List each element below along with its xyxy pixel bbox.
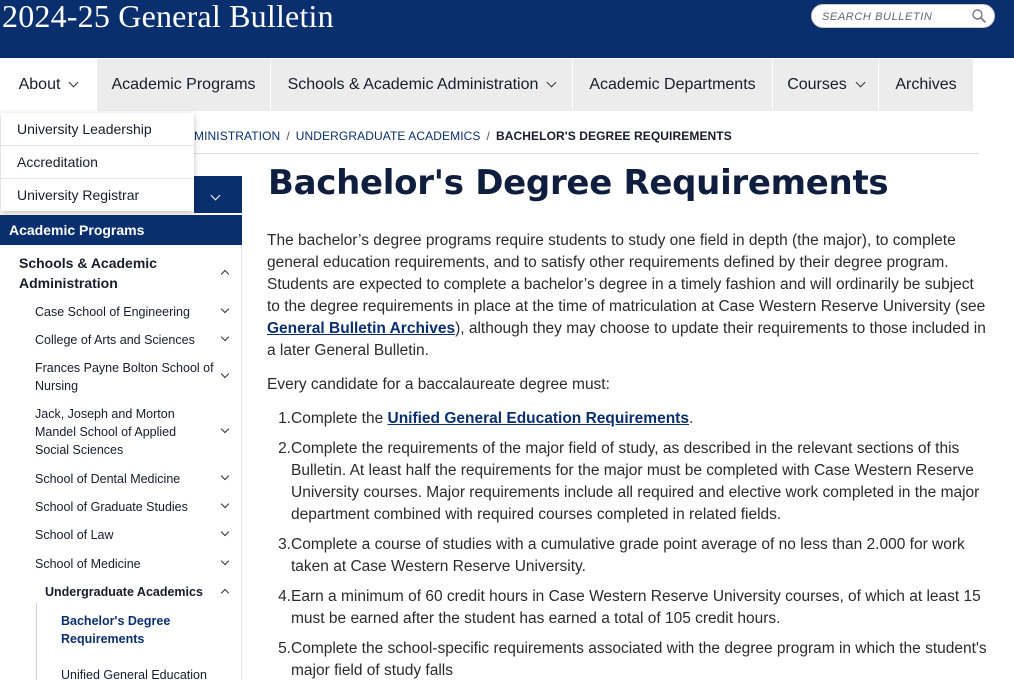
list-text: Complete the: [291, 410, 388, 427]
general-bulletin-archives-link[interactable]: General Bulletin Archives: [267, 320, 456, 337]
sidebar-item-schools[interactable]: [19, 253, 242, 293]
search-icon[interactable]: [971, 8, 987, 24]
chevron-down-icon: [547, 78, 557, 88]
chevron-down-icon[interactable]: [221, 500, 229, 508]
sidebar-item-label: School of Graduate Studies: [35, 500, 188, 514]
chevron-down-icon: [211, 191, 221, 201]
site-header: [0, 0, 1014, 58]
chevron-down-icon[interactable]: [221, 370, 229, 378]
sidebar-heading[interactable]: Academic Programs: [0, 215, 242, 245]
list-text: Complete the school-specific requirements associated with the degree program in which the student's major field of study falls: [291, 640, 987, 679]
nav-item-schools[interactable]: [271, 59, 572, 111]
lead-text: Every candidate for a baccalaureate degree must:: [267, 376, 610, 393]
sidebar-item-arts-sciences[interactable]: [35, 330, 242, 350]
sidebar-item-label: Bachelor's Degree Requirements: [61, 614, 171, 646]
menu-item-university-leadership[interactable]: University Leadership: [1, 113, 194, 146]
sidebar-item-label: School of Law: [35, 528, 114, 542]
list-text: [291, 408, 987, 430]
sidebar-item-unified-gen-ed[interactable]: [61, 665, 242, 680]
sidebar-item-label: Unified General Education: [61, 668, 207, 680]
chevron-up-icon[interactable]: [221, 270, 229, 278]
chevron-down-icon: [69, 78, 79, 88]
sidebar: [0, 215, 242, 680]
sidebar-item-label: Undergraduate Academics: [45, 585, 203, 599]
sidebar-item-label: School of Dental Medicine: [35, 472, 181, 486]
main-nav: [0, 58, 1014, 111]
nav-item-label: Courses: [787, 76, 847, 93]
list-text: .: [688, 410, 694, 427]
nav-item-about[interactable]: [0, 59, 96, 111]
sidebar-item-label: School of Medicine: [35, 557, 141, 571]
sidebar-item-graduate[interactable]: [35, 497, 242, 517]
nav-item-label: Schools & Academic Administration: [287, 76, 539, 93]
chevron-down-icon: [855, 78, 865, 88]
list-number: 1.: [278, 410, 291, 427]
nav-item-label: Academic Departments: [589, 76, 756, 93]
breadcrumb-link[interactable]: MINISTRATION: [194, 129, 281, 143]
chevron-down-icon[interactable]: [221, 557, 229, 565]
unified-gen-ed-link[interactable]: Unified General Education Requirements: [387, 410, 689, 427]
list-number: 4.: [278, 588, 291, 605]
sidebar-item-law[interactable]: [35, 525, 242, 545]
chevron-down-icon[interactable]: [221, 425, 229, 433]
list-number: 5.: [278, 640, 291, 657]
sidebar-item-label: Jack, Joseph and Morton Mandel School of Applied Social Sciences: [35, 407, 177, 457]
list-text: Complete a course of studies with a cumulative grade point average of no less than 2.000 for work taken at Case Western Reserve University.: [291, 536, 965, 575]
breadcrumb-link[interactable]: UNDERGRADUATE ACADEMICS: [295, 129, 481, 143]
intro-text: The bachelor’s degree programs require students to study one field in depth (the major), to complete general education requirements, and to satisfy other requirements defined by their degree program. Students are expected to complete a bachelor’s degree in a timely fashion and will ordinarily be subject to the degree requirements in place at the time of matriculation at Case Western Reserve University (see: [267, 232, 986, 315]
chevron-down-icon[interactable]: [221, 305, 229, 313]
sidebar-item-engineering[interactable]: [35, 302, 242, 322]
sidebar-item-nursing[interactable]: [35, 358, 242, 396]
sidebar-item-undergraduate[interactable]: [45, 582, 242, 602]
menu-item-university-registrar[interactable]: University Registrar: [17, 187, 140, 203]
nav-item-label: About: [18, 76, 61, 93]
chevron-down-icon[interactable]: [221, 333, 229, 341]
list-number: 3.: [278, 536, 291, 553]
sidebar-item-label: Schools & Academic Administration: [19, 255, 157, 291]
nav-item-courses[interactable]: [773, 59, 878, 111]
about-dropdown-menu: [1, 113, 194, 211]
nav-item-academic-programs[interactable]: [97, 59, 270, 111]
sidebar-item-label: Case School of Engineering: [35, 305, 190, 319]
sidebar-item-bachelors-requirements[interactable]: [61, 611, 242, 649]
nav-item-academic-departments[interactable]: [573, 59, 772, 111]
sidebar-item-dental[interactable]: [35, 469, 242, 489]
intro-text: ), although they may choose to update their requirements to those included in a later General Bulletin.: [267, 320, 986, 359]
tree-guide-line: [36, 603, 37, 680]
chevron-down-icon[interactable]: [221, 528, 229, 536]
search-box[interactable]: [811, 4, 995, 28]
site-title[interactable]: 2024-25 General Bulletin: [2, 0, 334, 34]
list-text: Complete the requirements of the major field of study, as described in the relevant sections of this Bulletin. At least half the requirements for the major must be completed with Case Western Reserve University courses. Major requirements include all required and elective work completed in the major department combined with required courses completed in related fields.: [291, 440, 980, 523]
sidebar-item-label: College of Arts and Sciences: [35, 333, 195, 347]
breadcrumb-separator: /: [486, 129, 490, 143]
sidebar-item-medicine[interactable]: [35, 554, 242, 574]
sidebar-item-label: Frances Payne Bolton School of Nursing: [35, 361, 214, 393]
nav-item-label: Academic Programs: [111, 76, 256, 93]
sidebar-toggle-button[interactable]: [194, 176, 242, 213]
list-text: Earn a minimum of 60 credit hours in Case Western Reserve University courses, of which at least 15 must be earned after the student has earned a total of 105 credit hours.: [291, 588, 981, 627]
divider: [194, 153, 979, 154]
nav-item-label: Archives: [895, 76, 957, 93]
breadcrumb: [194, 129, 732, 143]
search-input[interactable]: [822, 8, 972, 26]
menu-item-accreditation[interactable]: Accreditation: [1, 146, 194, 179]
chevron-up-icon[interactable]: [221, 589, 229, 597]
sidebar-item-mandel[interactable]: [35, 404, 242, 460]
intro-paragraph: [267, 230, 987, 362]
chevron-down-icon[interactable]: [221, 472, 229, 480]
breadcrumb-current: BACHELOR'S DEGREE REQUIREMENTS: [495, 129, 732, 143]
page-title: Bachelor's Degree Requirements: [268, 163, 889, 203]
nav-item-archives[interactable]: [879, 59, 973, 111]
list-number: 2.: [278, 440, 291, 457]
breadcrumb-separator: /: [286, 129, 290, 143]
